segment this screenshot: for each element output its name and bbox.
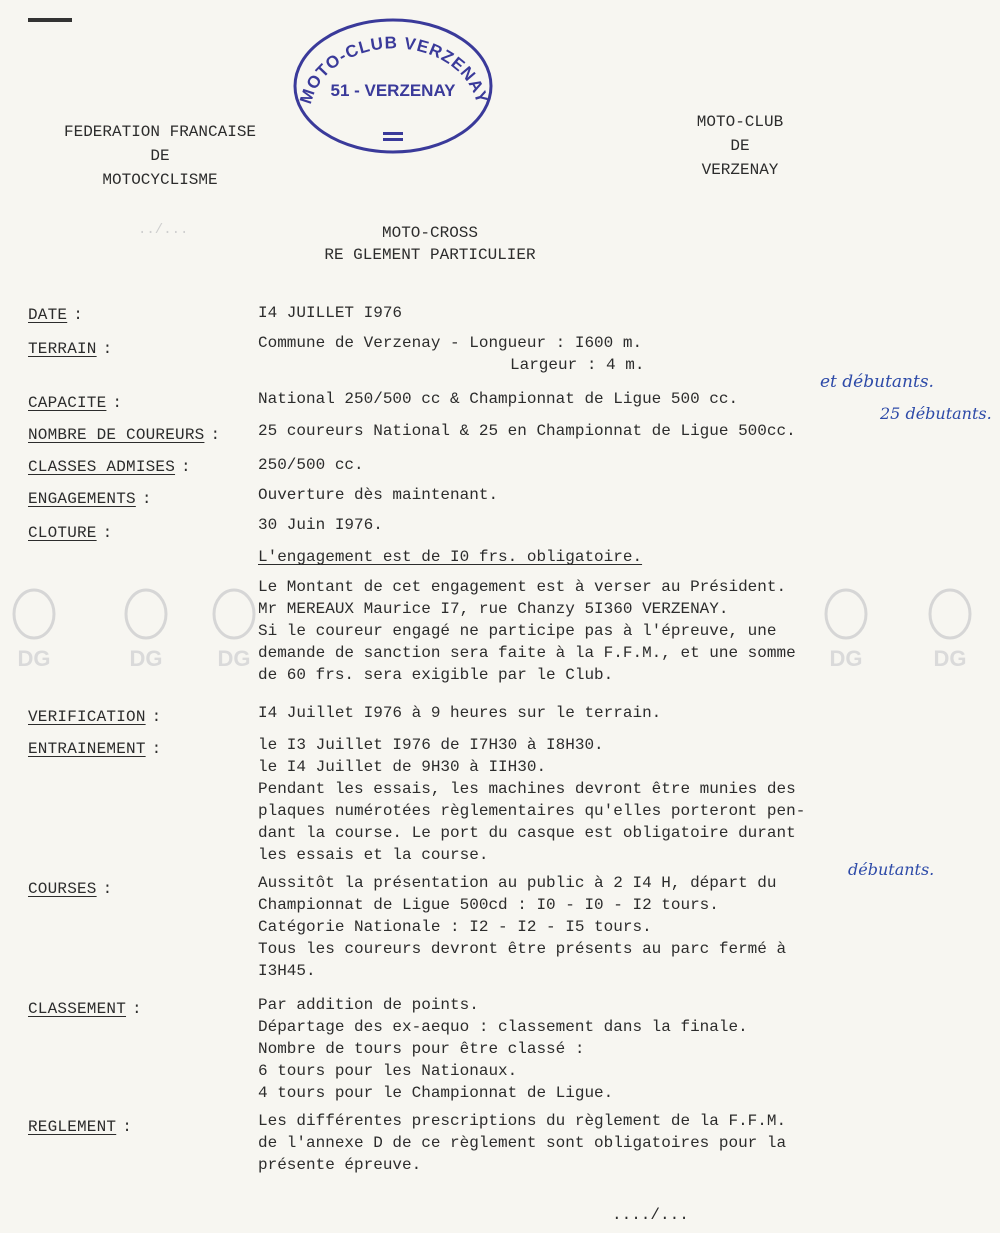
svg-text:DG: DG (829, 646, 863, 671)
value-classement (258, 994, 748, 1104)
value-courses (258, 872, 786, 982)
value-terrain (258, 332, 644, 376)
reglement-line-1: Les différentes prescriptions du règlement de la F.F.M. (258, 1112, 787, 1130)
stamp-center-text: 51 - VERZENAY (330, 81, 456, 100)
entrainement-line-1: le I3 Juillet I976 de I7H30 à I8H30. (258, 736, 604, 754)
document-title (270, 222, 590, 266)
entrainement-line-2: le I4 Juillet de 9H30 à IIH30. (258, 758, 547, 776)
watermark-logo (920, 588, 980, 674)
engagement-line-4: demande de sanction sera faite à la F.F.M., et une somme (258, 644, 796, 662)
svg-text:DG: DG (129, 646, 163, 671)
federation-line-2: DE (150, 147, 170, 165)
handwritten-note-courses: débutants. (848, 860, 935, 879)
header-separator: ../... (138, 222, 189, 238)
label-verification: VERIFICATION : (28, 708, 162, 726)
federation-heading (40, 120, 280, 192)
entrainement-line-4: plaques numérotées règlementaires qu'elles porteront pen- (258, 802, 806, 820)
engagement-line-3: Si le coureur engagé ne participe pas à l'épreuve, une (258, 622, 777, 640)
courses-line-4: Tous les coureurs devront être présents au parc fermé à (258, 940, 787, 958)
watermark-face-icon (204, 588, 264, 674)
label-entrainement: ENTRAINEMENT : (28, 740, 162, 758)
watermark-logo (116, 588, 176, 674)
engagement-line-2: Mr MEREAUX Maurice I7, rue Chanzy 5I360 VERZENAY. (258, 600, 729, 618)
value-reglement (258, 1110, 786, 1176)
courses-line-2: Championnat de Ligue 500cd : I0 - I0 - I2 tours. (258, 896, 719, 914)
label-nombre-coureurs: NOMBRE DE COUREURS : (28, 426, 221, 444)
value-date: I4 JUILLET I976 (258, 304, 403, 322)
entrainement-line-6: les essais et la course. (258, 846, 489, 864)
ink-mark (28, 18, 72, 22)
watermark-face-icon (816, 588, 876, 674)
classement-line-2: Départage des ex-aequo : classement dans la finale. (258, 1018, 748, 1036)
value-cloture: 30 Juin I976. (258, 516, 383, 534)
entrainement-line-3: Pendant les essais, les machines devront être munies des (258, 780, 796, 798)
title-line-1: MOTO-CROSS (381, 224, 478, 242)
classement-line-4: 6 tours pour les Nationaux. (258, 1062, 518, 1080)
entrainement-line-5: dant la course. Le port du casque est obligatoire durant (258, 824, 796, 842)
terrain-length: Commune de Verzenay - Longueur : I600 m. (258, 334, 643, 352)
watermark-logo (816, 588, 876, 674)
courses-line-3: Catégorie Nationale : I2 - I2 - I5 tours. (258, 918, 652, 936)
value-verification: I4 Juillet I976 à 9 heures sur le terrain. (258, 704, 662, 722)
courses-line-5: I3H45. (258, 962, 316, 980)
label-terrain: TERRAIN : (28, 340, 113, 358)
page-continuation: ..../... (612, 1206, 689, 1224)
label-cloture: CLOTURE : (28, 524, 113, 542)
svg-text:DG: DG (933, 646, 967, 671)
federation-line-1: FEDERATION FRANCAISE (63, 123, 257, 141)
engagement-details (258, 576, 796, 686)
club-line-3: VERZENAY (701, 161, 779, 179)
stamp-top-text: MOTO-CLUB VERZENAY (296, 33, 492, 107)
value-nombre-coureurs: 25 coureurs National & 25 en Championnat de Ligue 500cc. (258, 422, 796, 440)
watermark-logo (204, 588, 264, 674)
label-classes-admises: CLASSES ADMISES : (28, 458, 191, 476)
watermark-face-icon (116, 588, 176, 674)
courses-line-1: Aussitôt la présentation au public à 2 I4 H, départ du (258, 874, 777, 892)
label-classement: CLASSEMENT : (28, 1000, 142, 1018)
watermark-face-icon (920, 588, 980, 674)
club-line-1: MOTO-CLUB (696, 113, 784, 131)
svg-text:DG: DG (17, 646, 51, 671)
svg-text:DG: DG (217, 646, 251, 671)
value-classes-admises: 250/500 cc. (258, 456, 364, 474)
label-capacite: CAPACITE : (28, 394, 123, 412)
handwritten-note-nombre: 25 débutants. (880, 404, 992, 423)
label-courses: COURSES : (28, 880, 113, 898)
terrain-width: Largeur : 4 m. (510, 356, 645, 374)
engagement-line-1: Le Montant de cet engagement est à verser au Président. (258, 578, 787, 596)
engagement-fee: L'engagement est de I0 frs. obligatoire. (258, 548, 643, 566)
club-heading (660, 110, 820, 182)
club-line-2: DE (730, 137, 750, 155)
label-engagements: ENGAGEMENTS : (28, 490, 152, 508)
label-reglement: REGLEMENT : (28, 1118, 133, 1136)
value-entrainement (258, 734, 805, 866)
stamp-seal-icon (290, 8, 496, 154)
watermark-logo (4, 588, 64, 674)
handwritten-note-capacite: et débutants. (820, 372, 934, 392)
value-engagements: Ouverture dès maintenant. (258, 486, 499, 504)
federation-line-3: MOTOCYCLISME (102, 171, 218, 189)
engagement-line-5: de 60 frs. sera exigible par le Club. (258, 666, 614, 684)
label-date: DATE : (28, 306, 84, 324)
title-line-2: RE GLEMENT PARTICULIER (324, 246, 536, 264)
club-stamp (290, 8, 496, 154)
reglement-line-3: présente épreuve. (258, 1156, 422, 1174)
watermark-face-icon (4, 588, 64, 674)
classement-line-5: 4 tours pour le Championnat de Ligue. (258, 1084, 614, 1102)
classement-line-1: Par addition de points. (258, 996, 479, 1014)
reglement-line-2: de l'annexe D de ce règlement sont obligatoires pour la (258, 1134, 787, 1152)
value-capacite: National 250/500 cc & Championnat de Ligue 500 cc. (258, 390, 739, 408)
classement-line-3: Nombre de tours pour être classé : (258, 1040, 585, 1058)
